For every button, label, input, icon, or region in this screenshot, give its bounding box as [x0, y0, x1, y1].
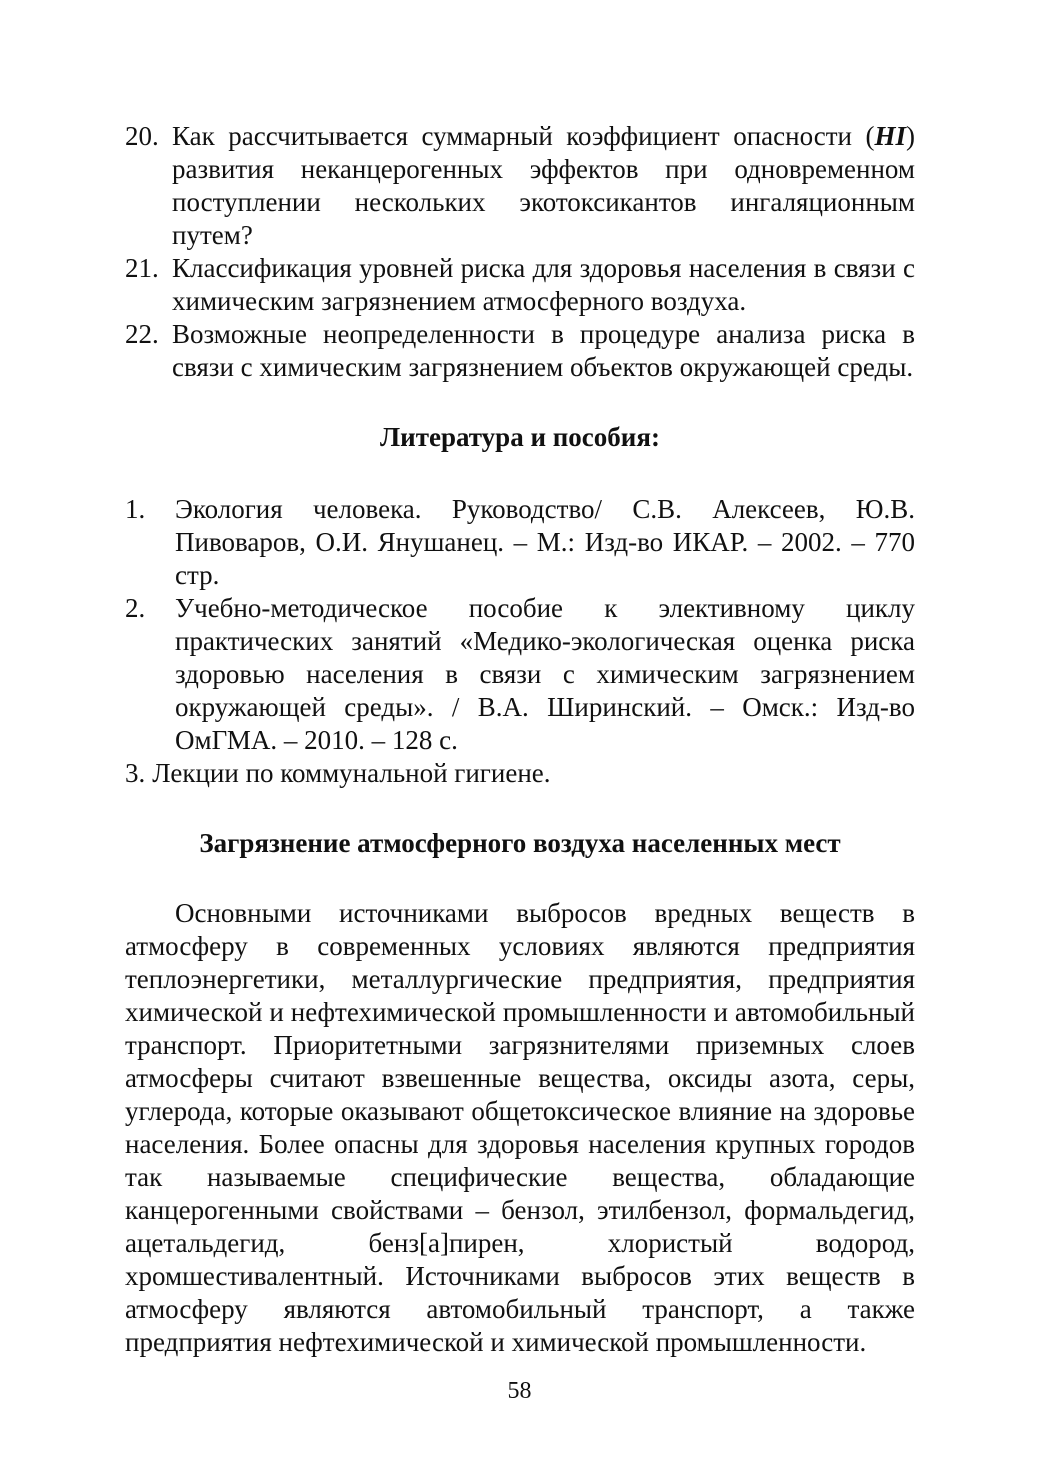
hi-abbreviation: HI — [874, 121, 906, 151]
question-number: 20. — [125, 121, 159, 151]
literature-number: 1. — [125, 494, 146, 524]
literature-heading: Литература и пособия: — [380, 422, 660, 452]
literature-item-3 — [125, 757, 915, 790]
question-item-21 — [125, 252, 915, 318]
literature-item-2 — [125, 592, 915, 757]
page-number: 58 — [507, 1378, 532, 1404]
question-list — [125, 120, 915, 384]
page-content — [125, 120, 915, 1359]
literature-list — [125, 493, 915, 790]
literature-number: 3. — [125, 758, 146, 788]
question-text-start: Как рассчитывается суммарный коэффициент опасности ( — [172, 121, 875, 151]
literature-text: Экология человека. Руководство/ С.В. Алексеев, Ю.В. Пивоваров, О.И. Янушанец. – М.: Изд-во ИКАР. – 2002. – 770 стр. — [175, 494, 915, 590]
question-text: Возможные неопределенности в процедуре анализа риска в связи с химическим загрязнением объектов окружающей среды. — [172, 319, 915, 382]
literature-number: 2. — [125, 593, 146, 623]
question-item-22 — [125, 318, 915, 384]
section-heading: Загрязнение атмосферного воздуха населенных мест — [199, 828, 841, 858]
question-number: 21. — [125, 253, 159, 283]
question-item-20 — [125, 120, 915, 252]
literature-item-1 — [125, 493, 915, 592]
question-number: 22. — [125, 319, 159, 349]
body-paragraph: Основными источниками выбросов вредных веществ в атмосферу в современных условиях являются предприятия теплоэнергетики, металлургические предприятия, предприятия химической и нефтехимической промышленности и автомобильный транспорт. Приоритетными загрязнителями приземных слоев атмосферы считают взвешенные вещества, оксиды азота, серы, углерода, которые оказывают общетоксическое влияние на здоровье населения. Более опасны для здоровья населения крупных городов так называемые специфические вещества, обладающие канцерогенными свойствами – бензол, этилбензол, формальдегид, ацетальдегид, бенз[а]пирен, хлористый водород, хромшестивалентный. Источниками выбросов этих веществ в атмосферу являются автомобильный транспорт, а также предприятия нефтехимической и химической промышленности. — [125, 898, 915, 1357]
question-text: Классификация уровней риска для здоровья населения в связи с химическим загрязнением атмосферного воздуха. — [172, 253, 915, 316]
question-text-end: ) развития неканцерогенных эффектов при одновременном поступлении нескольких экотоксикантов ингаляционным путем? — [172, 121, 915, 250]
literature-text: Учебно-методическое пособие к элективному циклу практических занятий «Медико-экологическая оценка риска здоровью населения в связи с химическим загрязнением окружающей среды». / В.А. Ширинский. – Омск.: Изд-во ОмГМА. – 2010. – 128 с. — [175, 593, 915, 755]
literature-text: Лекции по коммунальной гигиене. — [152, 758, 551, 788]
